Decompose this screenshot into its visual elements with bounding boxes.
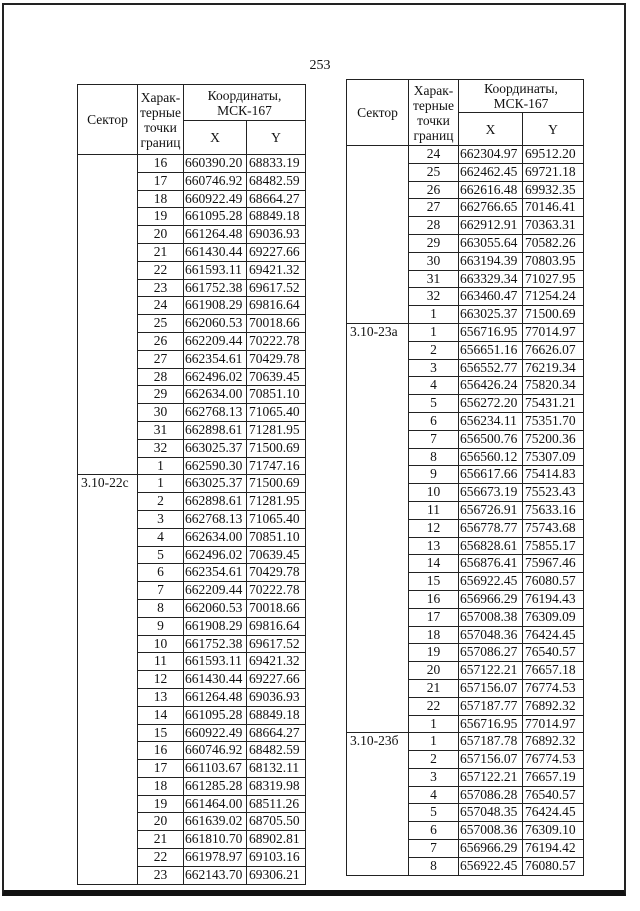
point-number-cell: 11 xyxy=(138,653,184,671)
y-coordinate-cell: 75633.16 xyxy=(523,501,584,519)
y-coordinate-cell: 70222.78 xyxy=(247,332,306,350)
coordinates-table-left xyxy=(77,84,306,885)
point-number-cell: 21 xyxy=(409,679,459,697)
x-coordinate-cell: 660746.92 xyxy=(184,742,247,760)
x-coordinate-cell: 662209.44 xyxy=(184,332,247,350)
point-number-cell: 12 xyxy=(409,519,459,537)
y-coordinate-cell: 75967.46 xyxy=(523,555,584,573)
point-number-cell: 18 xyxy=(138,777,184,795)
x-coordinate-cell: 656876.41 xyxy=(459,555,523,573)
x-coordinate-cell: 656272.20 xyxy=(459,395,523,413)
x-coordinate-cell: 662462.45 xyxy=(459,163,523,181)
point-number-cell: 1 xyxy=(138,475,184,493)
x-coordinate-cell: 660390.20 xyxy=(184,155,247,173)
y-coordinate-cell: 76892.32 xyxy=(523,733,584,751)
x-coordinate-cell: 656966.29 xyxy=(459,840,523,858)
y-coordinate-cell: 70851.10 xyxy=(247,386,306,404)
y-coordinate-cell: 76892.32 xyxy=(523,697,584,715)
y-coordinate-cell: 77014.97 xyxy=(523,715,584,733)
point-number-cell: 21 xyxy=(138,243,184,261)
x-coordinate-cell: 663025.37 xyxy=(459,306,523,324)
x-coordinate-cell: 657008.38 xyxy=(459,608,523,626)
y-coordinate-cell: 70429.78 xyxy=(247,564,306,582)
point-number-cell: 13 xyxy=(138,688,184,706)
table-row xyxy=(347,733,584,751)
y-coordinate-cell: 76194.43 xyxy=(523,590,584,608)
point-number-cell: 10 xyxy=(138,635,184,653)
point-number-cell: 24 xyxy=(409,146,459,164)
x-coordinate-cell: 663055.64 xyxy=(459,234,523,252)
y-coordinate-cell: 76309.09 xyxy=(523,608,584,626)
y-coordinate-cell: 70639.45 xyxy=(247,546,306,564)
x-coordinate-cell: 661464.00 xyxy=(184,795,247,813)
y-coordinate-cell: 68482.59 xyxy=(247,172,306,190)
x-coordinate-cell: 663025.37 xyxy=(184,439,247,457)
x-coordinate-cell: 663460.47 xyxy=(459,288,523,306)
y-coordinate-cell: 76309.10 xyxy=(523,822,584,840)
sector-cell: 3.10-23а xyxy=(347,323,409,732)
point-number-cell: 1 xyxy=(409,323,459,341)
header-coords: Координаты, МСК-167 xyxy=(459,80,584,113)
point-number-cell: 18 xyxy=(409,626,459,644)
x-coordinate-cell: 661752.38 xyxy=(184,635,247,653)
y-coordinate-cell: 69932.35 xyxy=(523,181,584,199)
x-coordinate-cell: 661285.28 xyxy=(184,777,247,795)
x-coordinate-cell: 661430.44 xyxy=(184,243,247,261)
point-number-cell: 19 xyxy=(138,795,184,813)
point-number-cell: 8 xyxy=(138,599,184,617)
y-coordinate-cell: 68849.18 xyxy=(247,706,306,724)
y-coordinate-cell: 71065.40 xyxy=(247,510,306,528)
x-coordinate-cell: 656922.45 xyxy=(459,857,523,875)
point-number-cell: 22 xyxy=(409,697,459,715)
y-coordinate-cell: 68132.11 xyxy=(247,760,306,778)
x-coordinate-cell: 661639.02 xyxy=(184,813,247,831)
point-number-cell: 3 xyxy=(138,510,184,528)
x-coordinate-cell: 656828.61 xyxy=(459,537,523,555)
point-number-cell: 14 xyxy=(409,555,459,573)
sector-cell: 3.10-23б xyxy=(347,733,409,875)
x-coordinate-cell: 657048.35 xyxy=(459,804,523,822)
x-coordinate-cell: 662060.53 xyxy=(184,599,247,617)
y-coordinate-cell: 75307.09 xyxy=(523,448,584,466)
point-number-cell: 7 xyxy=(409,430,459,448)
y-coordinate-cell: 75820.34 xyxy=(523,377,584,395)
point-number-cell: 3 xyxy=(409,359,459,377)
x-coordinate-cell: 656716.95 xyxy=(459,715,523,733)
point-number-cell: 2 xyxy=(138,493,184,511)
point-number-cell: 1 xyxy=(409,306,459,324)
point-number-cell: 6 xyxy=(138,564,184,582)
x-coordinate-cell: 661752.38 xyxy=(184,279,247,297)
x-coordinate-cell: 662304.97 xyxy=(459,146,523,164)
page-number: 253 xyxy=(309,58,331,73)
x-coordinate-cell: 656552.77 xyxy=(459,359,523,377)
x-coordinate-cell: 662766.65 xyxy=(459,199,523,217)
point-number-cell: 31 xyxy=(138,421,184,439)
x-coordinate-cell: 661908.29 xyxy=(184,297,247,315)
header-points: Харак- терные точки границ xyxy=(138,85,184,155)
x-coordinate-cell: 657187.77 xyxy=(459,697,523,715)
table-row xyxy=(78,475,306,493)
point-number-cell: 25 xyxy=(409,163,459,181)
y-coordinate-cell: 76424.45 xyxy=(523,626,584,644)
x-coordinate-cell: 663194.39 xyxy=(459,252,523,270)
point-number-cell: 14 xyxy=(138,706,184,724)
point-number-cell: 5 xyxy=(409,804,459,822)
x-coordinate-cell: 661103.67 xyxy=(184,760,247,778)
point-number-cell: 16 xyxy=(409,590,459,608)
y-coordinate-cell: 76080.57 xyxy=(523,573,584,591)
x-coordinate-cell: 657156.07 xyxy=(459,751,523,769)
point-number-cell: 1 xyxy=(409,715,459,733)
y-coordinate-cell: 76194.42 xyxy=(523,840,584,858)
point-number-cell: 27 xyxy=(138,350,184,368)
point-number-cell: 5 xyxy=(409,395,459,413)
point-number-cell: 8 xyxy=(409,857,459,875)
x-coordinate-cell: 657086.27 xyxy=(459,644,523,662)
y-coordinate-cell: 68319.98 xyxy=(247,777,306,795)
y-coordinate-cell: 71281.95 xyxy=(247,421,306,439)
point-number-cell: 23 xyxy=(138,866,184,884)
y-coordinate-cell: 70018.66 xyxy=(247,315,306,333)
point-number-cell: 4 xyxy=(409,377,459,395)
y-coordinate-cell: 76080.57 xyxy=(523,857,584,875)
y-coordinate-cell: 70363.31 xyxy=(523,217,584,235)
point-number-cell: 4 xyxy=(138,528,184,546)
header-sector: Сектор xyxy=(78,85,138,155)
x-coordinate-cell: 660922.49 xyxy=(184,724,247,742)
y-coordinate-cell: 75351.70 xyxy=(523,412,584,430)
y-coordinate-cell: 68511.26 xyxy=(247,795,306,813)
x-coordinate-cell: 661095.28 xyxy=(184,208,247,226)
x-coordinate-cell: 661430.44 xyxy=(184,671,247,689)
x-coordinate-cell: 662143.70 xyxy=(184,866,247,884)
y-coordinate-cell: 68664.27 xyxy=(247,724,306,742)
y-coordinate-cell: 71065.40 xyxy=(247,404,306,422)
x-coordinate-cell: 656426.24 xyxy=(459,377,523,395)
x-coordinate-cell: 656234.11 xyxy=(459,412,523,430)
y-coordinate-cell: 69816.64 xyxy=(247,617,306,635)
sector-cell xyxy=(78,155,138,475)
y-coordinate-cell: 76774.53 xyxy=(523,751,584,769)
y-coordinate-cell: 68664.27 xyxy=(247,190,306,208)
point-number-cell: 21 xyxy=(138,831,184,849)
y-coordinate-cell: 76657.18 xyxy=(523,662,584,680)
sector-cell xyxy=(347,146,409,324)
x-coordinate-cell: 662496.02 xyxy=(184,546,247,564)
point-number-cell: 15 xyxy=(409,573,459,591)
point-number-cell: 8 xyxy=(409,448,459,466)
header-y: Y xyxy=(523,113,584,146)
table-body-right xyxy=(347,146,584,876)
y-coordinate-cell: 70803.95 xyxy=(523,252,584,270)
point-number-cell: 25 xyxy=(138,315,184,333)
point-number-cell: 20 xyxy=(138,226,184,244)
y-coordinate-cell: 71281.95 xyxy=(247,493,306,511)
y-coordinate-cell: 76774.53 xyxy=(523,679,584,697)
x-coordinate-cell: 661095.28 xyxy=(184,706,247,724)
point-number-cell: 26 xyxy=(409,181,459,199)
point-number-cell: 11 xyxy=(409,501,459,519)
x-coordinate-cell: 661978.97 xyxy=(184,849,247,867)
x-coordinate-cell: 657008.36 xyxy=(459,822,523,840)
y-coordinate-cell: 71500.69 xyxy=(247,475,306,493)
y-coordinate-cell: 70146.41 xyxy=(523,199,584,217)
point-number-cell: 26 xyxy=(138,332,184,350)
x-coordinate-cell: 657122.21 xyxy=(459,662,523,680)
x-coordinate-cell: 662590.30 xyxy=(184,457,247,475)
x-coordinate-cell: 656617.66 xyxy=(459,466,523,484)
x-coordinate-cell: 663329.34 xyxy=(459,270,523,288)
y-coordinate-cell: 69103.16 xyxy=(247,849,306,867)
point-number-cell: 12 xyxy=(138,671,184,689)
point-number-cell: 32 xyxy=(409,288,459,306)
y-coordinate-cell: 76424.45 xyxy=(523,804,584,822)
y-coordinate-cell: 69816.64 xyxy=(247,297,306,315)
y-coordinate-cell: 76657.19 xyxy=(523,768,584,786)
point-number-cell: 17 xyxy=(409,608,459,626)
x-coordinate-cell: 662209.44 xyxy=(184,582,247,600)
x-coordinate-cell: 662496.02 xyxy=(184,368,247,386)
table-row xyxy=(347,323,584,341)
y-coordinate-cell: 68482.59 xyxy=(247,742,306,760)
point-number-cell: 3 xyxy=(409,768,459,786)
y-coordinate-cell: 69421.32 xyxy=(247,653,306,671)
x-coordinate-cell: 657048.36 xyxy=(459,626,523,644)
x-coordinate-cell: 656651.16 xyxy=(459,341,523,359)
y-coordinate-cell: 69227.66 xyxy=(247,671,306,689)
y-coordinate-cell: 71500.69 xyxy=(247,439,306,457)
table-body-left xyxy=(78,155,306,885)
y-coordinate-cell: 68849.18 xyxy=(247,208,306,226)
point-number-cell: 32 xyxy=(138,439,184,457)
x-coordinate-cell: 657122.21 xyxy=(459,768,523,786)
point-number-cell: 5 xyxy=(138,546,184,564)
x-coordinate-cell: 656966.29 xyxy=(459,590,523,608)
x-coordinate-cell: 660746.92 xyxy=(184,172,247,190)
x-coordinate-cell: 662912.91 xyxy=(459,217,523,235)
point-number-cell: 17 xyxy=(138,172,184,190)
y-coordinate-cell: 75431.21 xyxy=(523,395,584,413)
y-coordinate-cell: 70851.10 xyxy=(247,528,306,546)
x-coordinate-cell: 661593.11 xyxy=(184,653,247,671)
x-coordinate-cell: 656922.45 xyxy=(459,573,523,591)
point-number-cell: 19 xyxy=(138,208,184,226)
y-coordinate-cell: 77014.97 xyxy=(523,323,584,341)
x-coordinate-cell: 661593.11 xyxy=(184,261,247,279)
y-coordinate-cell: 75200.36 xyxy=(523,430,584,448)
y-coordinate-cell: 75743.68 xyxy=(523,519,584,537)
y-coordinate-cell: 76626.07 xyxy=(523,341,584,359)
point-number-cell: 29 xyxy=(409,234,459,252)
point-number-cell: 9 xyxy=(138,617,184,635)
point-number-cell: 30 xyxy=(409,252,459,270)
header-sector: Сектор xyxy=(347,80,409,146)
y-coordinate-cell: 71254.24 xyxy=(523,288,584,306)
x-coordinate-cell: 657156.07 xyxy=(459,679,523,697)
point-number-cell: 20 xyxy=(138,813,184,831)
x-coordinate-cell: 661908.29 xyxy=(184,617,247,635)
x-coordinate-cell: 662354.61 xyxy=(184,564,247,582)
point-number-cell: 20 xyxy=(409,662,459,680)
x-coordinate-cell: 661810.70 xyxy=(184,831,247,849)
point-number-cell: 16 xyxy=(138,742,184,760)
y-coordinate-cell: 69421.32 xyxy=(247,261,306,279)
y-coordinate-cell: 70018.66 xyxy=(247,599,306,617)
x-coordinate-cell: 662616.48 xyxy=(459,181,523,199)
point-number-cell: 15 xyxy=(138,724,184,742)
y-coordinate-cell: 76540.57 xyxy=(523,786,584,804)
y-coordinate-cell: 69227.66 xyxy=(247,243,306,261)
point-number-cell: 2 xyxy=(409,751,459,769)
point-number-cell: 23 xyxy=(138,279,184,297)
x-coordinate-cell: 660922.49 xyxy=(184,190,247,208)
header-coords: Координаты, МСК-167 xyxy=(184,85,306,121)
point-number-cell: 7 xyxy=(409,840,459,858)
header-x: X xyxy=(184,121,247,155)
x-coordinate-cell: 661264.48 xyxy=(184,688,247,706)
y-coordinate-cell: 69721.18 xyxy=(523,163,584,181)
y-coordinate-cell: 69036.93 xyxy=(247,688,306,706)
point-number-cell: 1 xyxy=(138,457,184,475)
x-coordinate-cell: 656778.77 xyxy=(459,519,523,537)
y-coordinate-cell: 69617.52 xyxy=(247,279,306,297)
y-coordinate-cell: 75414.83 xyxy=(523,466,584,484)
point-number-cell: 22 xyxy=(138,849,184,867)
point-number-cell: 31 xyxy=(409,270,459,288)
point-number-cell: 28 xyxy=(138,368,184,386)
point-number-cell: 9 xyxy=(409,466,459,484)
table-row xyxy=(347,146,584,164)
point-number-cell: 24 xyxy=(138,297,184,315)
sector-cell: 3.10-22с xyxy=(78,475,138,884)
coordinates-table-right xyxy=(346,79,584,876)
header-points: Харак- терные точки границ xyxy=(409,80,459,146)
point-number-cell: 1 xyxy=(409,733,459,751)
point-number-cell: 10 xyxy=(409,484,459,502)
y-coordinate-cell: 68902.81 xyxy=(247,831,306,849)
x-coordinate-cell: 662060.53 xyxy=(184,315,247,333)
point-number-cell: 18 xyxy=(138,190,184,208)
x-coordinate-cell: 657187.78 xyxy=(459,733,523,751)
y-coordinate-cell: 70639.45 xyxy=(247,368,306,386)
point-number-cell: 19 xyxy=(409,644,459,662)
y-coordinate-cell: 69512.20 xyxy=(523,146,584,164)
x-coordinate-cell: 662768.13 xyxy=(184,404,247,422)
point-number-cell: 6 xyxy=(409,412,459,430)
y-coordinate-cell: 71747.16 xyxy=(247,457,306,475)
y-coordinate-cell: 70582.26 xyxy=(523,234,584,252)
point-number-cell: 2 xyxy=(409,341,459,359)
x-coordinate-cell: 656673.19 xyxy=(459,484,523,502)
x-coordinate-cell: 663025.37 xyxy=(184,475,247,493)
y-coordinate-cell: 70429.78 xyxy=(247,350,306,368)
y-coordinate-cell: 68833.19 xyxy=(247,155,306,173)
header-x: X xyxy=(459,113,523,146)
y-coordinate-cell: 75523.43 xyxy=(523,484,584,502)
y-coordinate-cell: 71500.69 xyxy=(523,306,584,324)
point-number-cell: 13 xyxy=(409,537,459,555)
y-coordinate-cell: 69036.93 xyxy=(247,226,306,244)
x-coordinate-cell: 662898.61 xyxy=(184,493,247,511)
y-coordinate-cell: 76540.57 xyxy=(523,644,584,662)
x-coordinate-cell: 656726.91 xyxy=(459,501,523,519)
table-row xyxy=(78,155,306,173)
y-coordinate-cell: 69306.21 xyxy=(247,866,306,884)
point-number-cell: 29 xyxy=(138,386,184,404)
x-coordinate-cell: 656500.76 xyxy=(459,430,523,448)
header-y: Y xyxy=(247,121,306,155)
y-coordinate-cell: 75855.17 xyxy=(523,537,584,555)
x-coordinate-cell: 662634.00 xyxy=(184,528,247,546)
x-coordinate-cell: 662354.61 xyxy=(184,350,247,368)
y-coordinate-cell: 68705.50 xyxy=(247,813,306,831)
y-coordinate-cell: 71027.95 xyxy=(523,270,584,288)
y-coordinate-cell: 76219.34 xyxy=(523,359,584,377)
x-coordinate-cell: 656560.12 xyxy=(459,448,523,466)
point-number-cell: 27 xyxy=(409,199,459,217)
point-number-cell: 22 xyxy=(138,261,184,279)
point-number-cell: 7 xyxy=(138,582,184,600)
point-number-cell: 4 xyxy=(409,786,459,804)
point-number-cell: 16 xyxy=(138,155,184,173)
point-number-cell: 28 xyxy=(409,217,459,235)
x-coordinate-cell: 657086.28 xyxy=(459,786,523,804)
x-coordinate-cell: 656716.95 xyxy=(459,323,523,341)
y-coordinate-cell: 69617.52 xyxy=(247,635,306,653)
y-coordinate-cell: 70222.78 xyxy=(247,582,306,600)
x-coordinate-cell: 661264.48 xyxy=(184,226,247,244)
x-coordinate-cell: 662898.61 xyxy=(184,421,247,439)
x-coordinate-cell: 662634.00 xyxy=(184,386,247,404)
point-number-cell: 6 xyxy=(409,822,459,840)
point-number-cell: 30 xyxy=(138,404,184,422)
x-coordinate-cell: 662768.13 xyxy=(184,510,247,528)
point-number-cell: 17 xyxy=(138,760,184,778)
